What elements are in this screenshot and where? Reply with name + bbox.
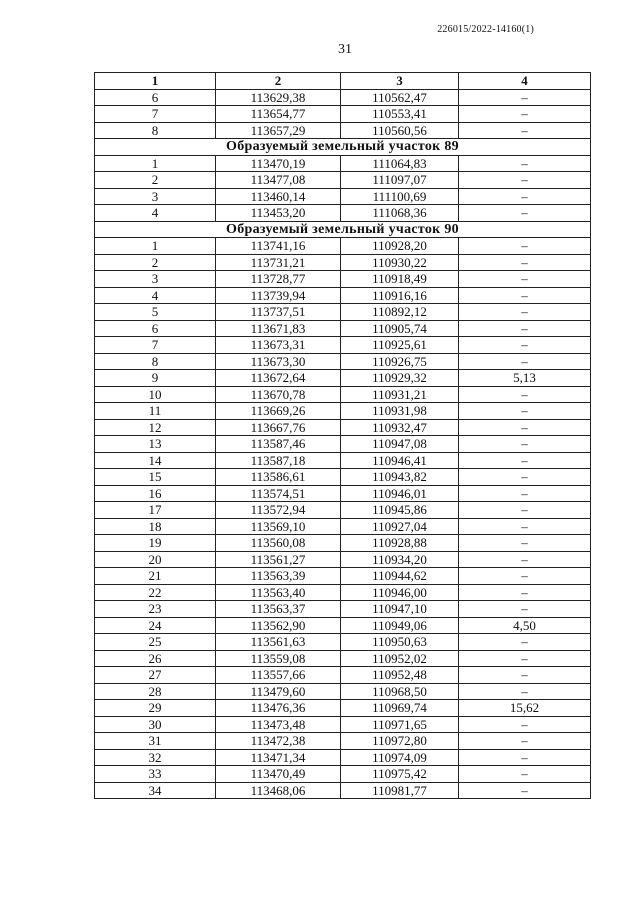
y-coordinate-cell: 110950,63: [341, 634, 459, 651]
x-coordinate-cell: 113657,29: [216, 122, 341, 139]
x-coordinate-cell: 113563,39: [216, 568, 341, 585]
point-number-cell: 8: [95, 353, 216, 370]
x-coordinate-cell: 113586,61: [216, 469, 341, 486]
point-number-cell: 4: [95, 287, 216, 304]
point-number-cell: 1: [95, 155, 216, 172]
point-number-cell: 15: [95, 469, 216, 486]
x-coordinate-cell: 113629,38: [216, 89, 341, 106]
distance-cell: –: [459, 518, 591, 535]
x-coordinate-cell: 113737,51: [216, 304, 341, 321]
point-number-cell: 7: [95, 337, 216, 354]
x-coordinate-cell: 113672,64: [216, 370, 341, 387]
table-row: [95, 782, 591, 799]
y-coordinate-cell: 110927,04: [341, 518, 459, 535]
distance-cell: –: [459, 106, 591, 123]
table-row: [95, 122, 591, 139]
table-row: [95, 617, 591, 634]
x-coordinate-cell: 113470,49: [216, 766, 341, 783]
table-row: [95, 733, 591, 750]
y-coordinate-cell: 110931,98: [341, 403, 459, 420]
section-title: Образуемый земельный участок 90: [95, 221, 591, 238]
table-row: [95, 485, 591, 502]
table-row: [95, 370, 591, 387]
point-number-cell: 19: [95, 535, 216, 552]
table-row: [95, 452, 591, 469]
y-coordinate-cell: 110928,20: [341, 238, 459, 255]
x-coordinate-cell: 113587,18: [216, 452, 341, 469]
distance-cell: –: [459, 782, 591, 799]
point-number-cell: 17: [95, 502, 216, 519]
table-row: [95, 238, 591, 255]
document-id: 226015/2022-14160(1): [437, 24, 534, 35]
y-coordinate-cell: 110929,32: [341, 370, 459, 387]
point-number-cell: 6: [95, 89, 216, 106]
table-row: [95, 502, 591, 519]
y-coordinate-cell: 110918,49: [341, 271, 459, 288]
y-coordinate-cell: 110892,12: [341, 304, 459, 321]
distance-cell: 4,50: [459, 617, 591, 634]
y-coordinate-cell: 110946,41: [341, 452, 459, 469]
point-number-cell: 14: [95, 452, 216, 469]
y-coordinate-cell: 110975,42: [341, 766, 459, 783]
x-coordinate-cell: 113569,10: [216, 518, 341, 535]
x-coordinate-cell: 113728,77: [216, 271, 341, 288]
point-number-cell: 29: [95, 700, 216, 717]
distance-cell: –: [459, 551, 591, 568]
y-coordinate-cell: 110946,01: [341, 485, 459, 502]
y-coordinate-cell: 110926,75: [341, 353, 459, 370]
distance-cell: –: [459, 271, 591, 288]
table-row: [95, 469, 591, 486]
table-row: [95, 749, 591, 766]
distance-cell: –: [459, 403, 591, 420]
y-coordinate-cell: 111068,36: [341, 205, 459, 222]
table-row: [95, 766, 591, 783]
x-coordinate-cell: 113673,31: [216, 337, 341, 354]
distance-cell: –: [459, 749, 591, 766]
distance-cell: –: [459, 485, 591, 502]
y-coordinate-cell: 110971,65: [341, 716, 459, 733]
y-coordinate-cell: 110981,77: [341, 782, 459, 799]
x-coordinate-cell: 113587,46: [216, 436, 341, 453]
point-number-cell: 34: [95, 782, 216, 799]
distance-cell: –: [459, 469, 591, 486]
x-coordinate-cell: 113572,94: [216, 502, 341, 519]
point-number-cell: 32: [95, 749, 216, 766]
x-coordinate-cell: 113731,21: [216, 254, 341, 271]
page-number: 31: [338, 42, 352, 57]
x-coordinate-cell: 113561,27: [216, 551, 341, 568]
y-coordinate-cell: 111100,69: [341, 188, 459, 205]
x-coordinate-cell: 113473,48: [216, 716, 341, 733]
point-number-cell: 18: [95, 518, 216, 535]
distance-cell: –: [459, 502, 591, 519]
distance-cell: –: [459, 419, 591, 436]
table-row: [95, 287, 591, 304]
x-coordinate-cell: 113654,77: [216, 106, 341, 123]
y-coordinate-cell: 110945,86: [341, 502, 459, 519]
point-number-cell: 25: [95, 634, 216, 651]
x-coordinate-cell: 113561,63: [216, 634, 341, 651]
table-row: [95, 106, 591, 123]
section-title-row: [95, 221, 591, 238]
y-coordinate-cell: 110560,56: [341, 122, 459, 139]
header-col-2: 2: [216, 73, 341, 90]
x-coordinate-cell: 113574,51: [216, 485, 341, 502]
point-number-cell: 3: [95, 271, 216, 288]
y-coordinate-cell: 110946,00: [341, 584, 459, 601]
x-coordinate-cell: 113562,90: [216, 617, 341, 634]
point-number-cell: 7: [95, 106, 216, 123]
table-row: [95, 568, 591, 585]
point-number-cell: 23: [95, 601, 216, 618]
point-number-cell: 26: [95, 650, 216, 667]
distance-cell: –: [459, 601, 591, 618]
table-row: [95, 353, 591, 370]
y-coordinate-cell: 110949,06: [341, 617, 459, 634]
y-coordinate-cell: 110931,21: [341, 386, 459, 403]
distance-cell: –: [459, 436, 591, 453]
distance-cell: –: [459, 650, 591, 667]
y-coordinate-cell: 110947,08: [341, 436, 459, 453]
distance-cell: 5,13: [459, 370, 591, 387]
y-coordinate-cell: 110947,10: [341, 601, 459, 618]
x-coordinate-cell: 113741,16: [216, 238, 341, 255]
table-header-row: [95, 73, 591, 90]
header-col-3: 3: [341, 73, 459, 90]
table-body: [95, 89, 591, 799]
point-number-cell: 13: [95, 436, 216, 453]
y-coordinate-cell: 110969,74: [341, 700, 459, 717]
y-coordinate-cell: 110944,62: [341, 568, 459, 585]
point-number-cell: 8: [95, 122, 216, 139]
y-coordinate-cell: 111097,07: [341, 172, 459, 189]
table-row: [95, 716, 591, 733]
point-number-cell: 24: [95, 617, 216, 634]
header-col-4: 4: [459, 73, 591, 90]
distance-cell: –: [459, 254, 591, 271]
distance-cell: –: [459, 716, 591, 733]
distance-cell: –: [459, 733, 591, 750]
x-coordinate-cell: 113563,40: [216, 584, 341, 601]
y-coordinate-cell: 110928,88: [341, 535, 459, 552]
x-coordinate-cell: 113476,36: [216, 700, 341, 717]
y-coordinate-cell: 111064,83: [341, 155, 459, 172]
y-coordinate-cell: 110972,80: [341, 733, 459, 750]
distance-cell: –: [459, 353, 591, 370]
table-row: [95, 188, 591, 205]
x-coordinate-cell: 113453,20: [216, 205, 341, 222]
x-coordinate-cell: 113477,08: [216, 172, 341, 189]
distance-cell: –: [459, 634, 591, 651]
table-row: [95, 172, 591, 189]
x-coordinate-cell: 113472,38: [216, 733, 341, 750]
table-row: [95, 667, 591, 684]
x-coordinate-cell: 113560,08: [216, 535, 341, 552]
table-row: [95, 271, 591, 288]
y-coordinate-cell: 110553,41: [341, 106, 459, 123]
distance-cell: –: [459, 122, 591, 139]
x-coordinate-cell: 113671,83: [216, 320, 341, 337]
table-row: [95, 650, 591, 667]
point-number-cell: 28: [95, 683, 216, 700]
x-coordinate-cell: 113557,66: [216, 667, 341, 684]
x-coordinate-cell: 113669,26: [216, 403, 341, 420]
distance-cell: –: [459, 205, 591, 222]
table-row: [95, 386, 591, 403]
point-number-cell: 27: [95, 667, 216, 684]
point-number-cell: 2: [95, 254, 216, 271]
y-coordinate-cell: 110968,50: [341, 683, 459, 700]
distance-cell: –: [459, 584, 591, 601]
y-coordinate-cell: 110916,16: [341, 287, 459, 304]
table-row: [95, 584, 591, 601]
distance-cell: –: [459, 766, 591, 783]
point-number-cell: 31: [95, 733, 216, 750]
distance-cell: –: [459, 320, 591, 337]
point-number-cell: 20: [95, 551, 216, 568]
point-number-cell: 3: [95, 188, 216, 205]
table-row: [95, 205, 591, 222]
point-number-cell: 33: [95, 766, 216, 783]
header-col-1: 1: [95, 73, 216, 90]
table-row: [95, 634, 591, 651]
distance-cell: –: [459, 667, 591, 684]
point-number-cell: 30: [95, 716, 216, 733]
point-number-cell: 6: [95, 320, 216, 337]
x-coordinate-cell: 113563,37: [216, 601, 341, 618]
table-row: [95, 601, 591, 618]
distance-cell: –: [459, 683, 591, 700]
y-coordinate-cell: 110562,47: [341, 89, 459, 106]
y-coordinate-cell: 110925,61: [341, 337, 459, 354]
distance-cell: –: [459, 188, 591, 205]
x-coordinate-cell: 113468,06: [216, 782, 341, 799]
table-row: [95, 436, 591, 453]
table-row: [95, 337, 591, 354]
table-row: [95, 403, 591, 420]
point-number-cell: 21: [95, 568, 216, 585]
y-coordinate-cell: 110943,82: [341, 469, 459, 486]
x-coordinate-cell: 113667,76: [216, 419, 341, 436]
point-number-cell: 22: [95, 584, 216, 601]
distance-cell: –: [459, 386, 591, 403]
point-number-cell: 16: [95, 485, 216, 502]
y-coordinate-cell: 110952,48: [341, 667, 459, 684]
table-row: [95, 304, 591, 321]
table-row: [95, 419, 591, 436]
x-coordinate-cell: 113739,94: [216, 287, 341, 304]
point-number-cell: 1: [95, 238, 216, 255]
distance-cell: –: [459, 304, 591, 321]
table-row: [95, 155, 591, 172]
x-coordinate-cell: 113471,34: [216, 749, 341, 766]
y-coordinate-cell: 110905,74: [341, 320, 459, 337]
table-row: [95, 683, 591, 700]
table-row: [95, 518, 591, 535]
y-coordinate-cell: 110930,22: [341, 254, 459, 271]
y-coordinate-cell: 110932,47: [341, 419, 459, 436]
distance-cell: –: [459, 337, 591, 354]
y-coordinate-cell: 110952,02: [341, 650, 459, 667]
point-number-cell: 11: [95, 403, 216, 420]
point-number-cell: 2: [95, 172, 216, 189]
distance-cell: –: [459, 89, 591, 106]
distance-cell: –: [459, 452, 591, 469]
distance-cell: –: [459, 287, 591, 304]
section-title-row: [95, 139, 591, 156]
point-number-cell: 4: [95, 205, 216, 222]
point-number-cell: 12: [95, 419, 216, 436]
section-title: Образуемый земельный участок 89: [95, 139, 591, 156]
x-coordinate-cell: 113670,78: [216, 386, 341, 403]
distance-cell: 15,62: [459, 700, 591, 717]
point-number-cell: 10: [95, 386, 216, 403]
y-coordinate-cell: 110974,09: [341, 749, 459, 766]
table-row: [95, 89, 591, 106]
x-coordinate-cell: 113479,60: [216, 683, 341, 700]
distance-cell: –: [459, 172, 591, 189]
table-row: [95, 700, 591, 717]
x-coordinate-cell: 113673,30: [216, 353, 341, 370]
x-coordinate-cell: 113460,14: [216, 188, 341, 205]
distance-cell: –: [459, 535, 591, 552]
distance-cell: –: [459, 155, 591, 172]
point-number-cell: 9: [95, 370, 216, 387]
x-coordinate-cell: 113470,19: [216, 155, 341, 172]
table-row: [95, 254, 591, 271]
distance-cell: –: [459, 238, 591, 255]
table-row: [95, 551, 591, 568]
table-row: [95, 320, 591, 337]
y-coordinate-cell: 110934,20: [341, 551, 459, 568]
table-row: [95, 535, 591, 552]
x-coordinate-cell: 113559,08: [216, 650, 341, 667]
point-number-cell: 5: [95, 304, 216, 321]
coordinates-table: [94, 72, 591, 799]
distance-cell: –: [459, 568, 591, 585]
